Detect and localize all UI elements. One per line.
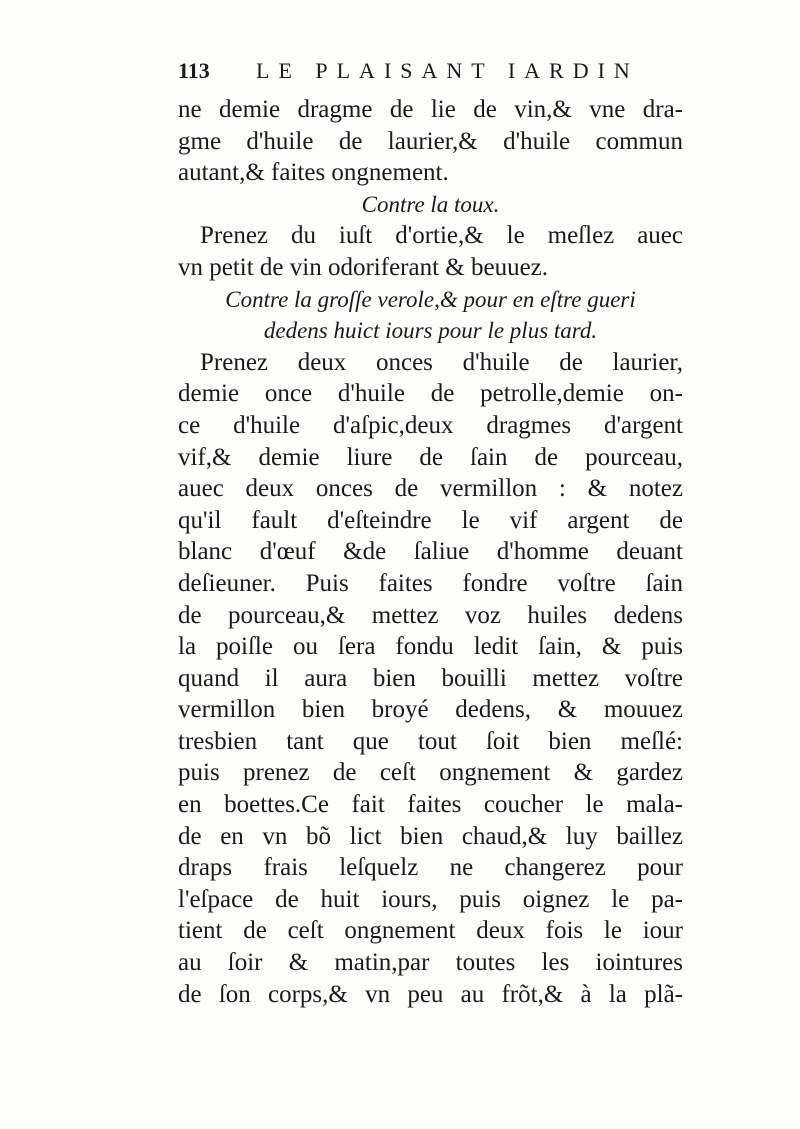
text-line: vif,& demie liure de ſain de pourceau, [178, 443, 683, 471]
section-heading-verole: Contre la groſſe verole,& pour en eſtre gueri [225, 286, 636, 312]
text-line: quand il aura bien bouilli mettez voſtre [178, 664, 683, 692]
text-line: de pourceau,& mettez voz huiles dedens [178, 601, 683, 629]
text-line: vn petit de vin odoriferant & beuuez. [178, 253, 549, 281]
section-heading-verole-cont: dedens huict iours pour le plus tard. [263, 318, 598, 344]
running-title: LE PLAISANT IARDIN [256, 58, 639, 83]
text-line: au ſoir & matin,par toutes les iointures [178, 949, 683, 977]
text-line: blanc d'œuf &de ſaliue d'homme deuant [178, 538, 683, 566]
page-number: 113 [178, 58, 210, 83]
text-line: qu'il fault d'eſteindre le vif argent de [178, 506, 683, 534]
text-line: vermillon bien broyé dedens, & mouuez [178, 696, 683, 724]
text-line: autant,& faites ongnement. [178, 159, 449, 187]
text-line: de en vn bõ lict bien chaud,& luy baillez [178, 822, 683, 850]
text-line: de ſon corps,& vn peu au frõt,& à la plã- [178, 980, 683, 1008]
text-line: Prenez deux onces d'huile de laurier, [200, 348, 683, 376]
text-line: gme d'huile de laurier,& d'huile commun [178, 127, 683, 155]
text-line: ne demie dragme de lie de vin,& vne dra- [178, 96, 683, 123]
body-text [178, 94, 683, 1010]
text-line: puis prenez de ceſt ongnement & gardez [178, 759, 683, 787]
section-heading-toux: Contre la toux. [361, 191, 500, 217]
text-line: en boettes.Ce fait faites coucher le mala- [178, 791, 683, 819]
text-line: deſieuner. Puis faites fondre voſtre ſain [178, 569, 683, 597]
text-line: tresbien tant que tout ſoit bien meſlé: [178, 727, 683, 755]
text-line: auec deux onces de vermillon : & notez [178, 475, 683, 503]
text-line: la poiſle ou ſera fondu ledit ſain, & puis [178, 633, 683, 661]
text-line: demie once d'huile de petrolle,demie on- [178, 380, 683, 408]
text-line: l'eſpace de huit iours, puis oignez le pa- [178, 885, 683, 913]
text-line: draps frais leſquelz ne changerez pour [178, 854, 683, 882]
text-line: tient de ceſt ongnement deux fois le iour [178, 917, 683, 945]
page-header [178, 58, 688, 92]
text-line: ce d'huile d'aſpic,deux dragmes d'argent [178, 411, 683, 439]
text-line: Prenez du iuſt d'ortie,& le meſlez auec [200, 222, 683, 250]
